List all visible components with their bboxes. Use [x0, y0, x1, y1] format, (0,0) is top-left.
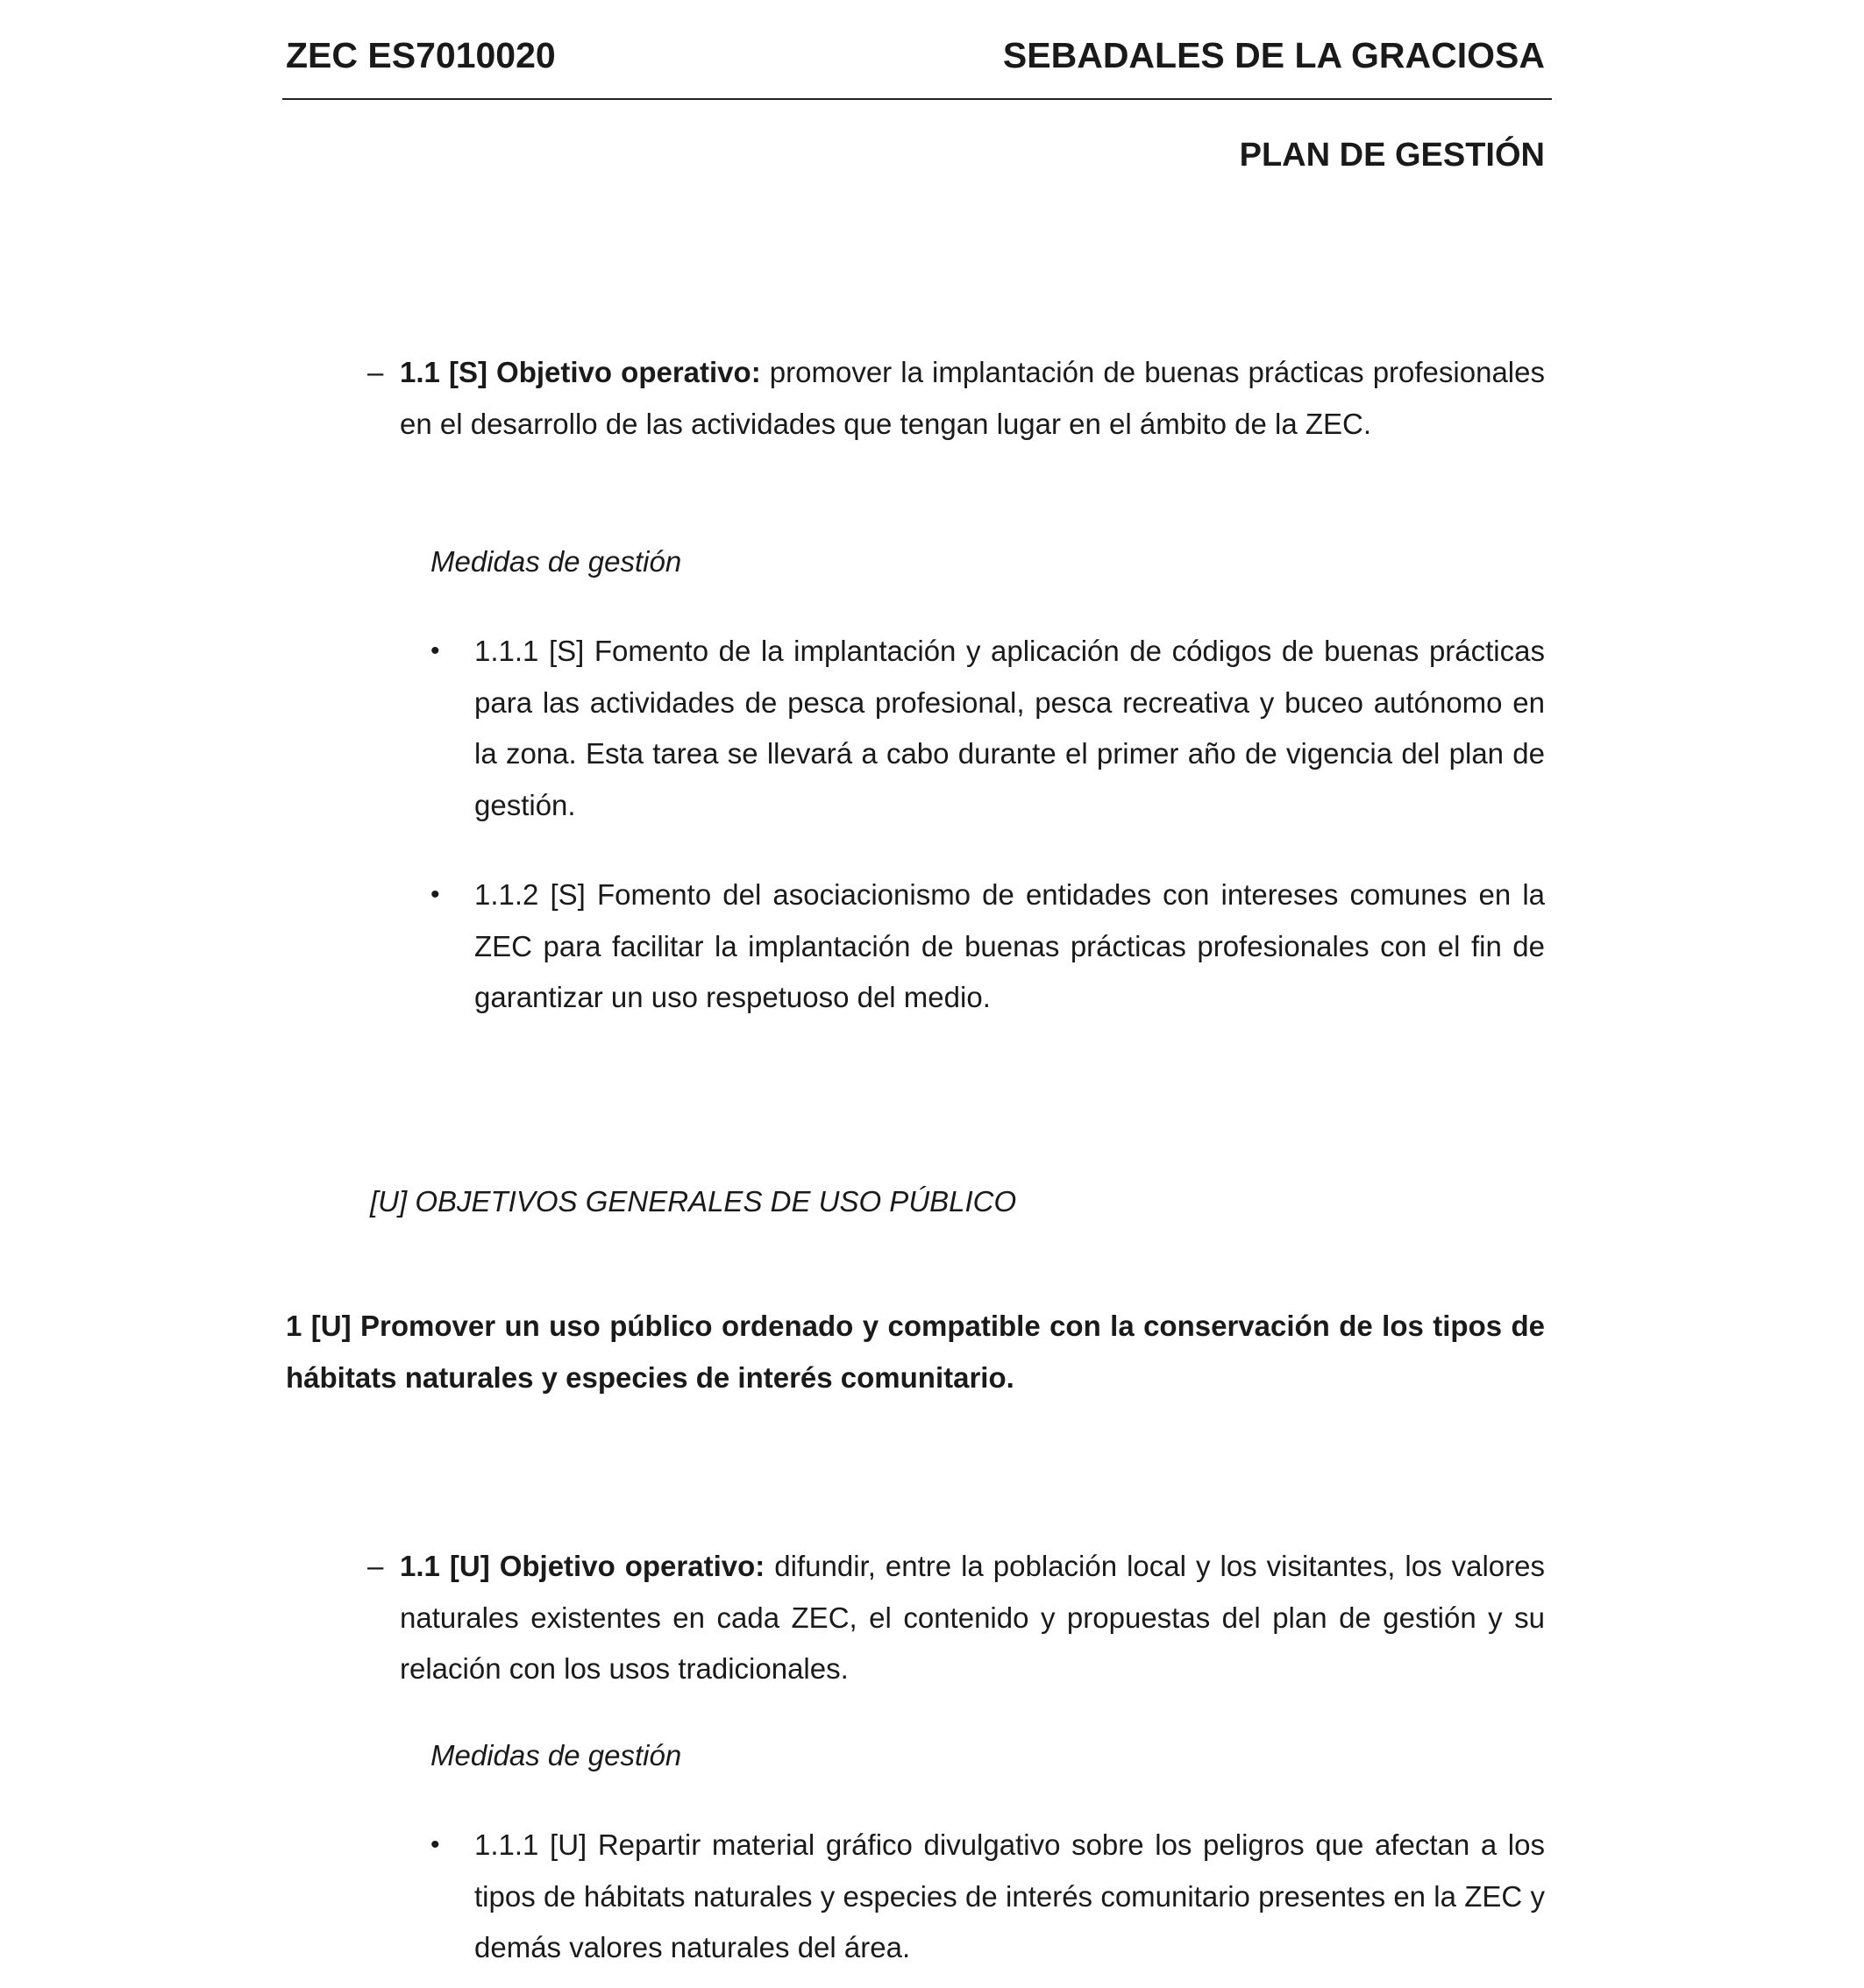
bullet-marker: • [430, 1830, 440, 1859]
section-title: [U] OBJETIVOS GENERALES DE USO PÚBLICO [370, 1185, 1017, 1218]
operational-objective-s [367, 347, 1545, 450]
operational-objective-u [367, 1541, 1545, 1695]
header-divider [282, 98, 1552, 100]
measures-heading-s: Medidas de gestión [430, 545, 682, 578]
bullet-marker: • [430, 880, 440, 909]
header-zec-code: ZEC ES7010020 [286, 35, 556, 75]
objective-text: promover la implantación de buenas prácticas profesionales en el desarrollo de las actividades que tengan lugar en el ámbito de la ZEC. [400, 356, 1545, 440]
objective-text: difundir, entre la población local y los visitantes, los valores naturales existentes en cada ZEC, el contenido y propuestas del plan de gestión y su relación con los usos tradicionales. [400, 1550, 1545, 1685]
measure-text: 1.1.1 [U] Repartir material gráfico divulgativo sobre los peligros que afectan a los tipos de hábitats naturales y especies de interés comunitario presentes en la ZEC y demás valores naturales del área. [474, 1828, 1545, 1963]
general-goal: 1 [U] Promover un uso público ordenado y compatible con la conservación de los tipos de hábitats naturales y especies de interés comunitario. [286, 1310, 1545, 1394]
measure-item [430, 870, 1545, 1024]
header-site-name: SEBADALES DE LA GRACIOSA [1002, 35, 1545, 75]
objective-lead: 1.1 [S] Objetivo operativo: [400, 356, 761, 388]
measure-item [430, 1820, 1545, 1974]
dash-marker: – [367, 356, 384, 388]
document-type: PLAN DE GESTIÓN [1239, 137, 1545, 174]
bullet-marker: • [430, 636, 440, 665]
measure-text: 1.1.1 [S] Fomento de la implantación y aplicación de códigos de buenas prácticas para las actividades de pesca profesional, pesca recreativa y buceo autónomo en la zona. Esta tarea se llevará a cabo durante el primer año de vigencia del plan de gestión. [474, 635, 1545, 821]
measure-text: 1.1.2 [S] Fomento del asociacionismo de entidades con intereses comunes en la ZEC para facilitar la implantación de buenas prácticas profesionales con el fin de garantizar un uso respetuoso del medio. [474, 878, 1545, 1013]
measure-item [430, 626, 1545, 831]
measures-heading-u: Medidas de gestión [430, 1739, 682, 1771]
dash-marker: – [367, 1550, 384, 1582]
objective-lead: 1.1 [U] Objetivo operativo: [400, 1550, 765, 1582]
